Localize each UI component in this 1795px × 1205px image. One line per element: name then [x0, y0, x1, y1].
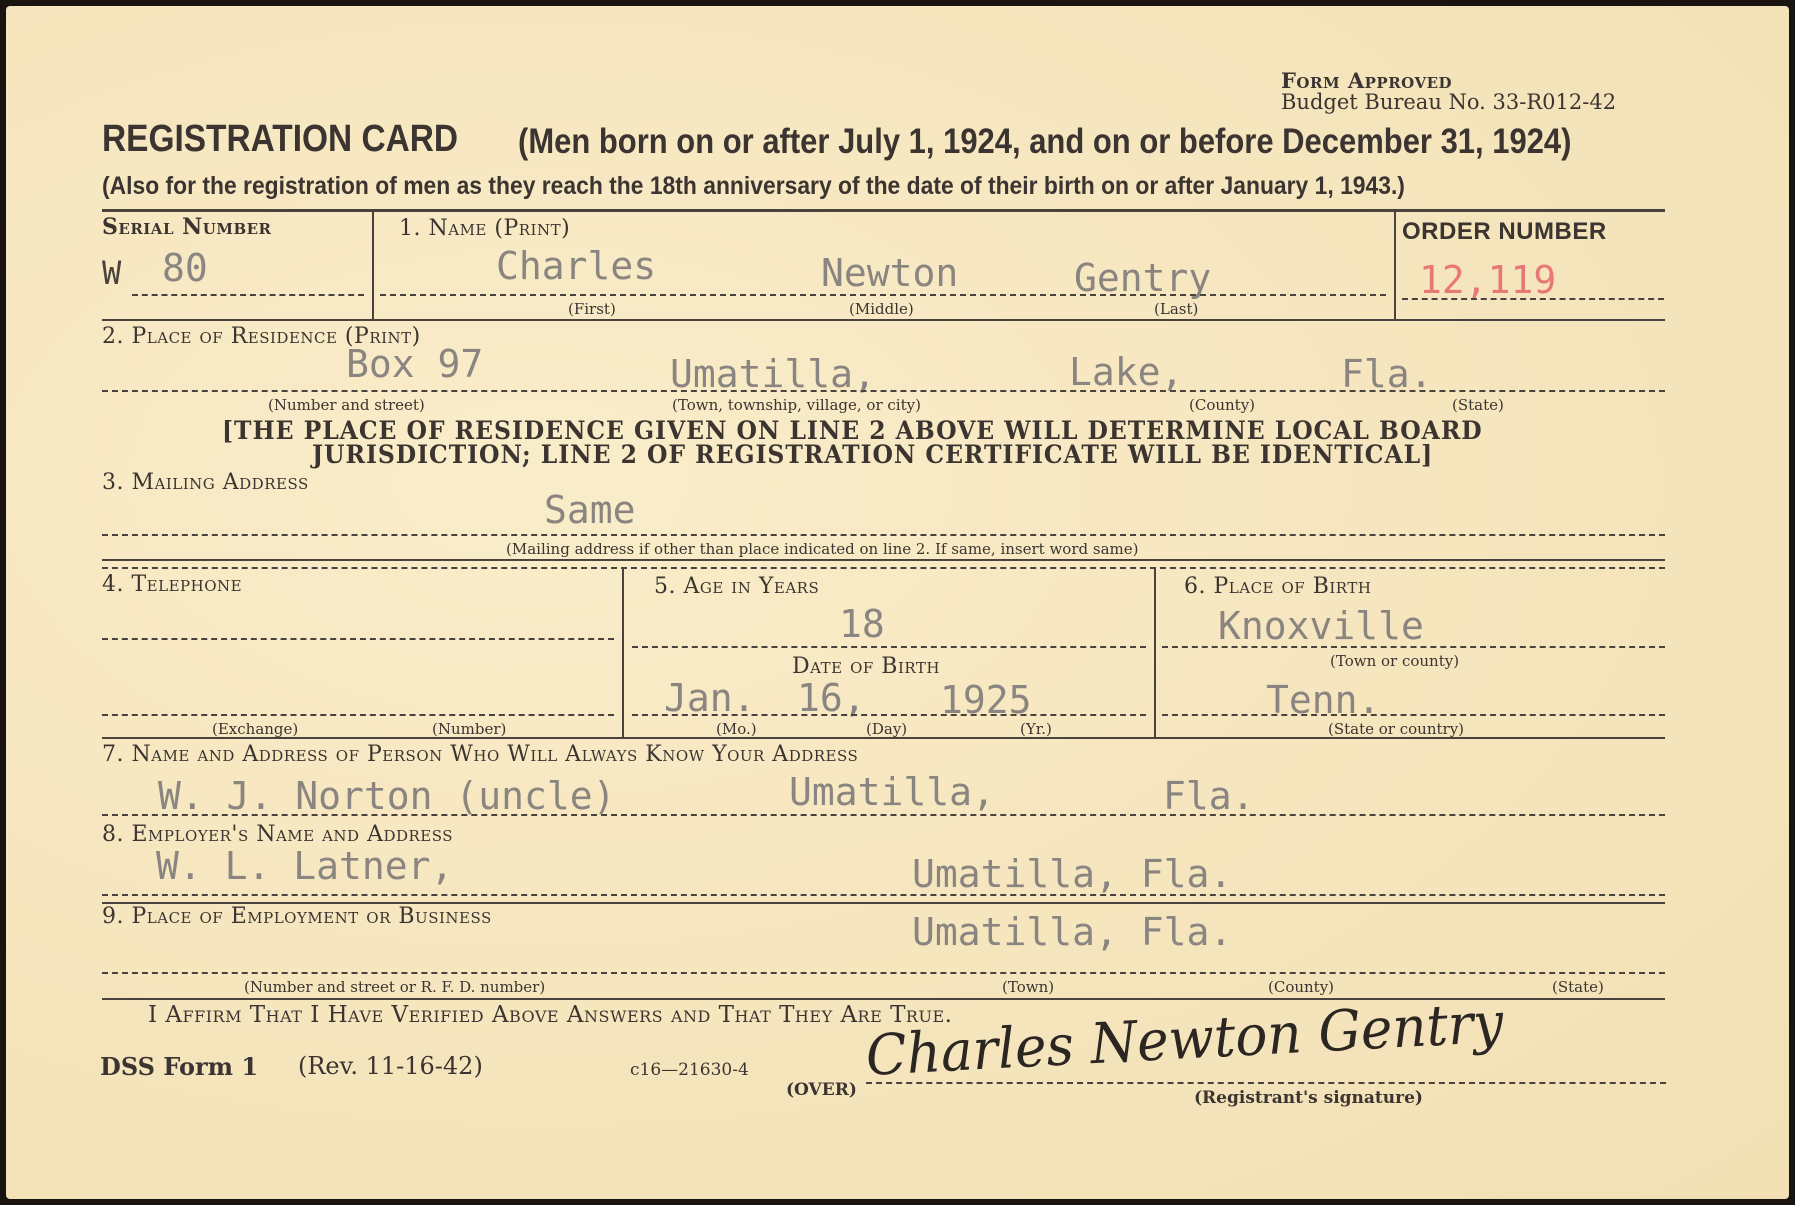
- age-value: 18: [839, 602, 885, 646]
- employer-address: Umatilla, Fla.: [912, 852, 1233, 896]
- day-caption: (Day): [866, 720, 908, 738]
- order-number-value: 12,119: [1419, 258, 1557, 302]
- state-caption: (State): [1452, 396, 1504, 414]
- divider: [132, 294, 364, 296]
- also-line: (Also for the registration of men as they reach the 18th anniversary of the date of their birth on or after January 1, 1943.): [102, 172, 1405, 200]
- mailing-caption: (Mailing address if other than place indicated on line 2. If same, insert word same): [506, 540, 1139, 558]
- registration-card: [6, 6, 1789, 1199]
- residence-street: Box 97: [346, 342, 484, 386]
- mailing-label: 3. Mailing Address: [102, 470, 309, 495]
- divider: [102, 559, 1665, 561]
- number-caption: (Number): [432, 720, 507, 738]
- employment-state-caption: (State): [1552, 978, 1604, 996]
- over-note: (OVER): [786, 1080, 857, 1100]
- divider: [102, 714, 614, 716]
- card-subtitle: (Men born on or after July 1, 1924, and on or before December 31, 1924): [518, 122, 1572, 161]
- employment-county-caption: (County): [1268, 978, 1335, 996]
- divider: [1402, 298, 1664, 300]
- contact-state: Fla.: [1163, 774, 1255, 818]
- employment-town-caption: (Town): [1002, 978, 1055, 996]
- divider: [632, 646, 1146, 648]
- residence-state: Fla.: [1341, 352, 1433, 396]
- divider: [102, 534, 1665, 536]
- month-caption: (Mo.): [716, 720, 757, 738]
- divider: [372, 211, 374, 319]
- employment-label: 9. Place of Employment or Business: [102, 904, 492, 929]
- divider: [622, 569, 624, 737]
- birth-state-caption: (State or country): [1328, 720, 1465, 738]
- dob-month: Jan.: [664, 676, 756, 720]
- residence-county: Lake,: [1069, 350, 1184, 394]
- serial-number-value: 80: [162, 246, 208, 290]
- year-caption: (Yr.): [1020, 720, 1052, 738]
- affirmation: I Affirm That I Have Verified Above Answers and That They Are True.: [148, 1002, 953, 1028]
- divider: [632, 714, 1146, 716]
- divider: [102, 390, 1665, 392]
- employer-name: W. L. Latner,: [156, 844, 454, 888]
- divider: [1162, 714, 1665, 716]
- signature-line: [866, 1082, 1666, 1084]
- budget-bureau: Budget Bureau No. 33-R012-42: [1281, 90, 1617, 114]
- telephone-label: 4. Telephone: [102, 572, 243, 597]
- last-caption: (Last): [1154, 300, 1199, 318]
- card-title: REGISTRATION CARD: [102, 118, 459, 160]
- form-revision: (Rev. 11-16-42): [298, 1052, 483, 1080]
- last-name: Gentry: [1074, 256, 1212, 300]
- divider: [102, 737, 1665, 739]
- dob-year: 1925: [940, 678, 1032, 722]
- signature-caption: (Registrant's signature): [1194, 1088, 1423, 1108]
- contact-town: Umatilla,: [789, 770, 995, 814]
- county-caption: (County): [1189, 396, 1256, 414]
- notice-line-1: [THE PLACE OF RESIDENCE GIVEN ON LINE 2 ABOVE WILL DETERMINE LOCAL BOARD: [222, 416, 1483, 445]
- age-label: 5. Age in Years: [654, 574, 820, 599]
- form-number: DSS Form 1: [100, 1052, 259, 1081]
- divider: [102, 814, 1665, 816]
- divider: [102, 209, 1665, 212]
- divider: [102, 894, 1665, 896]
- employment-value: Umatilla, Fla.: [912, 910, 1233, 954]
- employment-street-caption: (Number and street or R. F. D. number): [244, 978, 546, 996]
- birth-state: Tenn.: [1266, 678, 1381, 722]
- notice-line-2: JURISDICTION; LINE 2 OF REGISTRATION CERTIFICATE WILL BE IDENTICAL]: [312, 440, 1434, 469]
- employer-label-text: 8. Employer's Name and Address: [102, 822, 454, 847]
- dob-label: Date of Birth: [792, 654, 941, 679]
- divider: [380, 294, 1386, 296]
- name-label: 1. Name (Print): [399, 216, 571, 241]
- exchange-caption: (Exchange): [212, 720, 299, 738]
- serial-prefix: W: [102, 254, 122, 292]
- town-caption: (Town, township, village, or city): [672, 396, 921, 414]
- registrant-signature: Charles Newton Gentry: [864, 990, 1505, 1089]
- middle-name: Newton: [821, 251, 959, 295]
- divider: [1154, 569, 1156, 737]
- contact-label: 7. Name and Address of Person Who Will Always Know Your Address: [102, 742, 859, 767]
- birth-town: Knoxville: [1218, 604, 1424, 648]
- divider: [102, 638, 614, 640]
- print-code: c16—21630-4: [630, 1060, 749, 1080]
- residence-label: 2. Place of Residence (Print): [102, 324, 421, 349]
- dob-day: 16,: [797, 676, 866, 720]
- divider: [102, 567, 1665, 569]
- street-caption: (Number and street): [268, 396, 425, 414]
- divider: [1394, 211, 1396, 319]
- first-name: Charles: [496, 244, 657, 288]
- first-caption: (First): [568, 300, 616, 318]
- contact-name: W. J. Norton (uncle): [158, 774, 616, 818]
- serial-number-label: Serial Number: [102, 214, 272, 240]
- divider: [102, 319, 1665, 321]
- birth-town-caption: (Town or county): [1330, 652, 1460, 670]
- order-number-label: ORDER NUMBER: [1402, 218, 1607, 245]
- divider: [102, 972, 1665, 974]
- mailing-value: Same: [544, 488, 636, 532]
- birthplace-label: 6. Place of Birth: [1184, 574, 1372, 599]
- form-approved: Form Approved: [1281, 68, 1453, 93]
- divider: [1162, 646, 1665, 648]
- residence-town: Umatilla,: [670, 352, 876, 396]
- middle-caption: (Middle): [849, 300, 914, 318]
